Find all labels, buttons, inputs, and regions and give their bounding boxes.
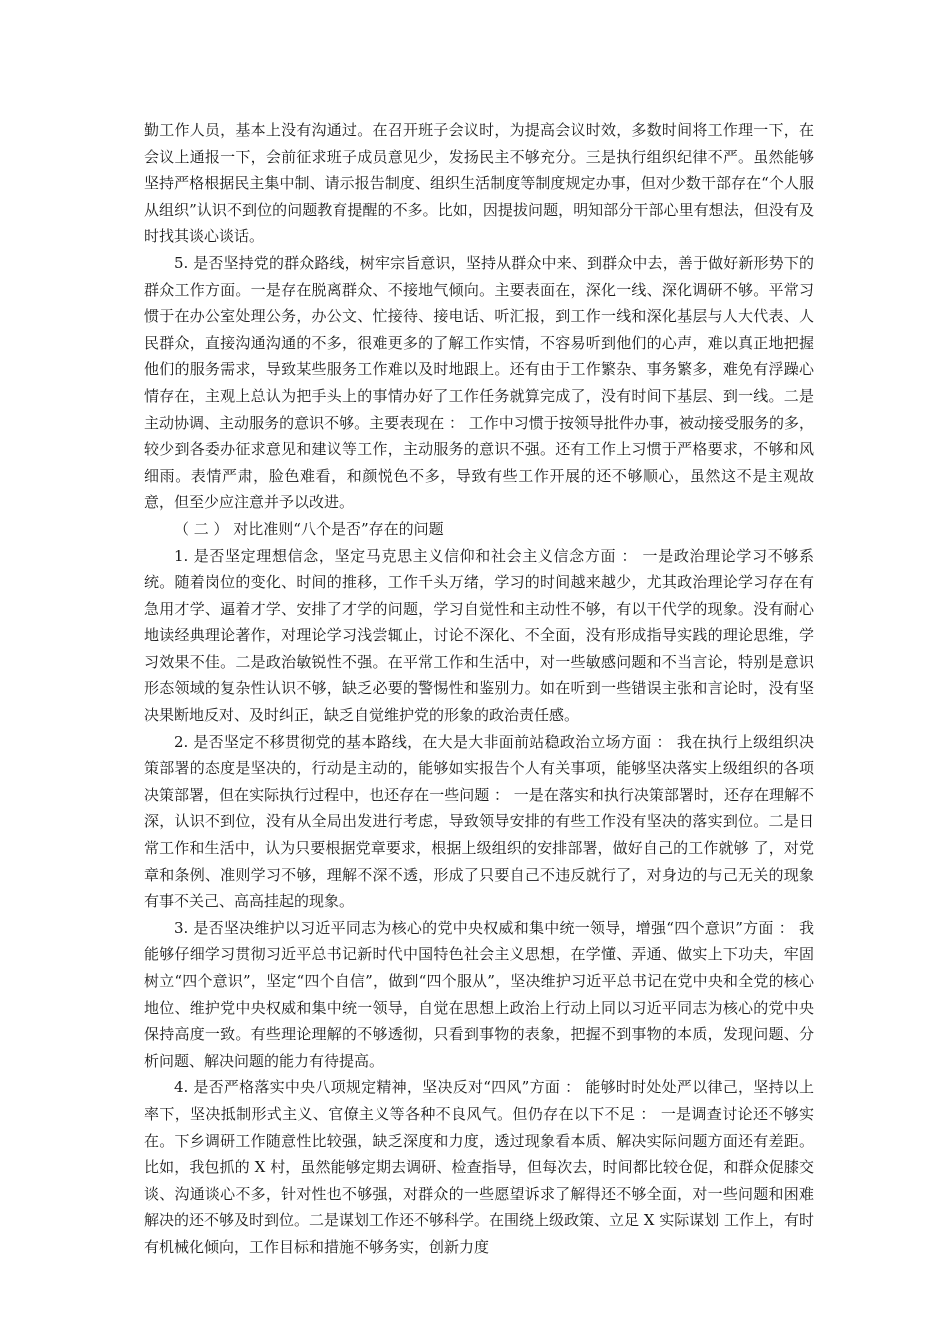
paragraph-continuation: 勤工作人员，基本上没有沟通过。在召开班子会议时，为提高会议时效，多数时间将工作理一下，在会议上通报一下，会前征求班子成员意见少，发扬民主不够充分。三是执行组织纪律不严。虽然能够坚持严格根据民主集中制、请示报告制度、组织生活制度等制度规定办事，但对少数干部存在“个人服从组织”认识不到位的问题教育提醒的不多。比如，因提拔问题，明知部分干部心里有想法，但没有及时找其谈心谈话。 (144, 121, 814, 246)
paragraph-item-3: 3. 是否坚决维护以习近平同志为核心的党中央权威和集中统一领导，增强“四个意识”方面 ： 我能够仔细学习贯彻习近平总书记新时代中国特色社会主义思想，在学懂、弄通、做实上下功夫，牢固树立“四个意识”，坚定“四个自信”，做到“四个服从”，坚决维护习近平总书记在党中央和全党的核心地位、维护党中央权威和集中统一领导，自觉在思想上政治上行动上同以习近平同志为核心的党中央保持高度一致。有些理论理解的不够透彻，只看到事物的表象，把握不到事物的本质，发现问题、分析问题、解决问题的能力有待提高。 (144, 918, 814, 1070)
paragraph-item-1: 1. 是否坚定理想信念，坚定马克思主义信仰和社会主义信念方面 ： 一是政治理论学习不够系统。随着岗位的变化、时间的推移，工作千头万绪，学习的时间越来越少，尤其政治理论学习存在有急用才学、逼着才学、安排了才学的问题，学习自觉性和主动性不够，有以干代学的现象。没有耐心地读经典理论著作，对理论学习浅尝辄止，讨论不深化、不全面，没有形成指导实践的理论思维，学习效果不佳。二是政治敏锐性不强。在平常工作和生活中，对一些敏感问题和不当言论，特别是意识形态领域的复杂性认识不够，缺乏必要的警惕性和鉴别力。如在听到一些错误主张和言论时，没有坚决果断地反对、及时纠正，缺乏自觉维护党的形象的政治责任感。 (144, 546, 814, 725)
paragraph-item-5: 5. 是否坚持党的群众路线，树牢宗旨意识，坚持从群众中来、到群众中去，善于做好新形势下的群众工作方面。一是存在脱离群众、不接地气倾向。主要表面在，深化一线、深化调研不够。平常习惯于在办公室处理公务，办公文、忙接待、接电话、听汇报，到工作一线和深化基层与人大代表、人民群众，直接沟通沟通的不多，很难更多的了解工作实情，不容易听到他们的心声，难以真正地把握他们的服务需求，导致某些服务工作难以及时地跟上。还有由于工作繁杂、事务繁多，难免有浮躁心情存在，主观上总认为把手头上的事情办好了工作任务就算完成了，没有时间下基层、到一线。二是主动协调、主动服务的意识不够。主要表现在 ： 工作中习惯于按领导批件办事，被动接受服务的多，较少到各委办征求意见和建议等工作，主动服务的意识不强。还有工作上习惯于严格要求，不够和风细雨。表情严肃，脸色难看，和颜悦色不多，导致有些工作开展的还不够顺心，虽然这不是主观故意，但至少应注意并予以改进。 (144, 253, 814, 512)
paragraph-item-2: 2. 是否坚定不移贯彻党的基本路线，在大是大非面前站稳政治立场方面 ： 我在执行上级组织决策部署的态度是坚决的，行动是主动的，能够如实报告个人有关事项，能够坚决落实上级组织的各项决策部署，但在实际执行过程中，也还存在一些问题 ： 一是在落实和执行决策部署时，还存在理解不深，认识不到位，没有从全局出发进行考虑，导致领导安排的有些工作没有坚决的落实到位。二是日常工作和生活中，认为只要根据党章要求，根据上级组织的安排部署，做好自己的工作就够 了，对党章和条例、准则学习不够，理解不深不透，形成了只要自己不违反就行了，对身边的与己无关的现象有事不关己、高高挂起的现象。 (144, 732, 814, 911)
paragraph-item-4: 4. 是否严格落实中央八项规定精神，坚决反对“四风”方面 ： 能够时时处处严以律己，坚持以上率下，坚决抵制形式主义、官僚主义等各种不良风气。但仍存在以下不足 ： 一是调查讨论还不够实在。下乡调研工作随意性比较强，缺乏深度和力度，透过现象看本质、解决实际问题方面还有差距。比如，我包抓的 X 村，虽然能够定期去调研、检查指导，但每次去，时间都比较仓促，和群众促膝交谈、沟通谈心不多，针对性也不够强，对群众的一些愿望诉求了解得还不够全面，对一些问题和困难解决的还不够及时到位。二是谋划工作还不够科学。在围绕上级政策、立足 X 实际谋划 工作上，有时有机械化倾向，工作目标和措施不够务实，创新力度 (144, 1078, 814, 1256)
section-heading: （ 二 ） 对比准则“八个是否”存在的问题 (174, 519, 444, 538)
document-page (144, 117, 814, 1261)
